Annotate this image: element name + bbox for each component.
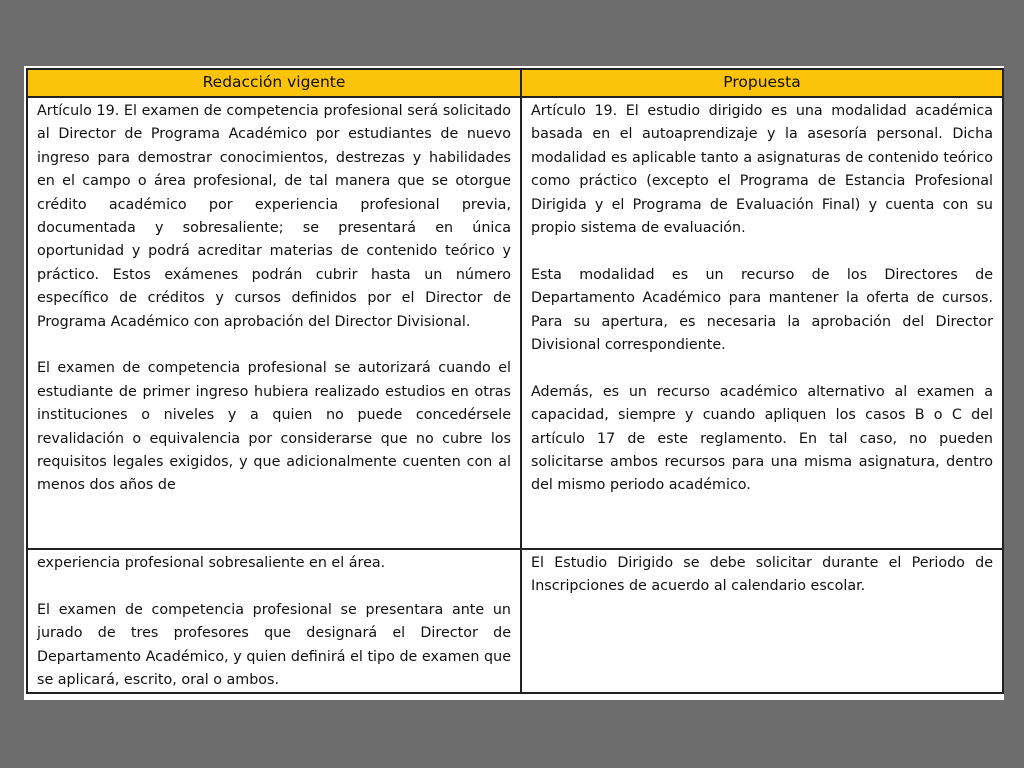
current-article-19-paragraph: Artículo 19. El examen de competencia profesional será solicitado al Director de Programa Académico por estudiantes de nuevo ingreso para demostrar conocimientos, destrezas y habilidades en el campo o área profesional, de tal manera que se otorgue crédito académico por experiencia profesional previa, documentada y sobresaliente; se presentará en única oportunidad y podrá acreditar materias de contenido teórico y práctico. Estos exámenes podrán cubrir hasta un número específico de créditos y cursos definidos por el Director de Programa Académico con aprobación del Director Divisional. [37,103,511,330]
current-authorization-paragraph: El examen de competencia profesional se autorizará cuando el estudiante de primer ingreso hubiera realizado estudios en otras instituciones o niveles y a quien no puede concedérsele revalidación o equivalencia por considerarse que no cubre los requisitos legales exigidos, y que adicionalmente cuenten con al menos dos años de [37,360,511,494]
table-row [27,97,1003,549]
document-slide [24,66,1004,700]
proposal-request-paragraph: El Estudio Dirigido se debe solicitar durante el Periodo de Inscripciones de acuerdo al calendario escolar. [531,555,993,595]
comparison-table [26,68,1004,694]
header-proposal: Propuesta [521,69,1003,97]
current-continuation-paragraph: experiencia profesional sobresaliente en el área. [37,555,386,571]
proposal-cell-bottom [521,549,1003,693]
current-wording-cell-bottom [27,549,521,693]
proposal-cell-top [521,97,1003,549]
header-row [27,69,1003,97]
current-wording-cell-top [27,97,521,549]
header-current-wording: Redacción vigente [27,69,521,97]
current-jury-paragraph: El examen de competencia profesional se presentara ante un jurado de tres profesores que designará el Director de Departamento Académico, y quien definirá el tipo de examen que se aplicará, escrito, oral o ambos. [37,601,511,689]
proposal-article-19-paragraph: Artículo 19. El estudio dirigido es una modalidad académica basada en el autoaprendizaje y la asesoría personal. Dicha modalidad es aplicable tanto a asignaturas de contenido teórico como práctico (excepto el Programa de Estancia Profesional Dirigida y el Programa de Evaluación Final) y cuenta con su propio sistema de evaluación. [531,103,993,237]
proposal-alternative-paragraph: Además, es un recurso académico alternativo al examen a capacidad, siempre y cuando apliquen los casos B o C del artículo 17 de este reglamento. En tal caso, no pueden solicitarse ambos recursos para una misma asignatura, dentro del mismo periodo académico. [531,383,993,494]
table-row [27,549,1003,693]
proposal-modality-paragraph: Esta modalidad es un recurso de los Directores de Departamento Académico para mantener la oferta de cursos. Para su apertura, es necesaria la aprobación del Director Divisional correspondiente. [531,266,993,354]
